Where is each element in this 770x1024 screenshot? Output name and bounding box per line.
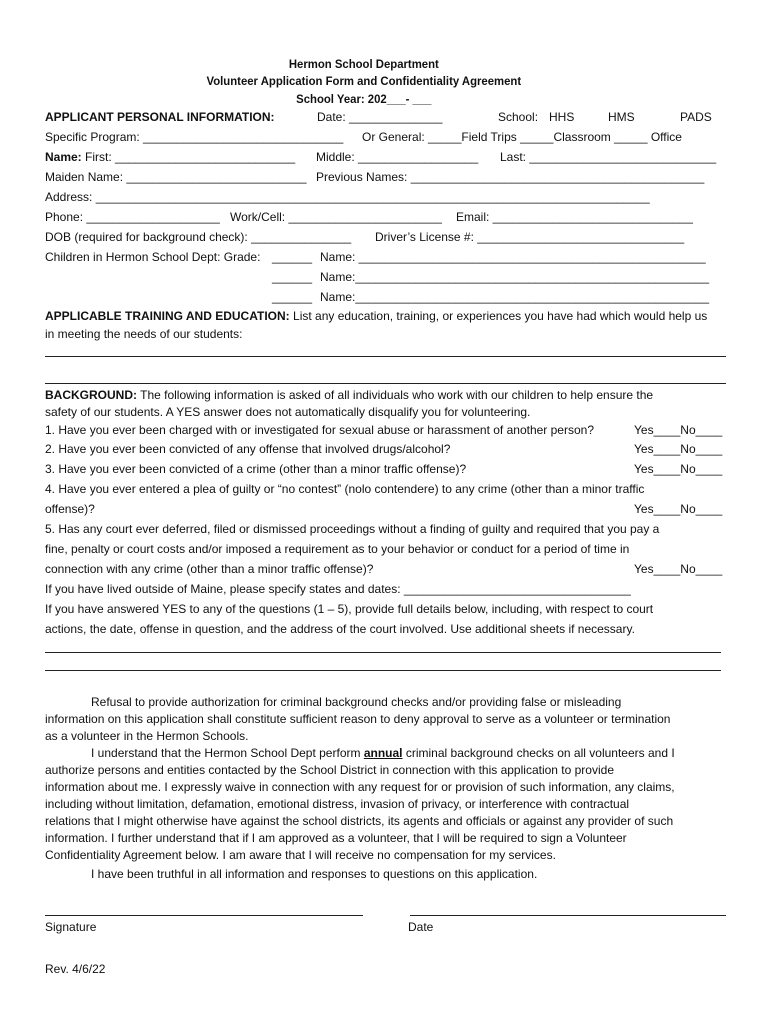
child-name-field[interactable]: Name:_____________________________________________________ — [320, 290, 710, 304]
middle-name-field[interactable]: Middle: __________________ — [316, 150, 479, 164]
outside-maine-field[interactable]: If you have lived outside of Maine, please specify states and dates: __________________________________ — [45, 582, 631, 596]
drivers-license-field[interactable]: Driver’s License #: _______________________________ — [375, 230, 685, 244]
truthful-statement: I have been truthful in all information and responses to questions on this application. — [91, 867, 538, 881]
training-answer-line[interactable] — [45, 356, 726, 357]
signature-line[interactable] — [45, 915, 363, 916]
child-name-field[interactable]: Name:_____________________________________________________ — [320, 270, 710, 284]
date-signed-line[interactable] — [410, 915, 726, 916]
work-cell-field[interactable]: Work/Cell: _______________________ — [230, 210, 442, 224]
child-name-field[interactable]: Name: ____________________________________________________ — [320, 250, 706, 264]
question-1-yes-no[interactable]: Yes____No____ — [634, 423, 723, 437]
agreement-paragraph: information on this application shall constitute sufficient reason to deny approval to serve as a volunteer or termination — [45, 712, 671, 726]
department-title: Hermon School Department — [288, 57, 439, 71]
agreement-paragraph: information. I further understand that if I am approved as a volunteer, that I will be required to sign a Volunteer — [45, 831, 627, 845]
form-title: Volunteer Application Form and Confidentiality Agreement — [206, 74, 522, 88]
date-field[interactable]: Date: ______________ — [317, 110, 443, 124]
general-options-field[interactable]: Or General: _____Field Trips _____Classroom _____ Office — [362, 130, 682, 144]
background-intro: safety of our students. A YES answer does not automatically disqualify you for volunteering. — [45, 405, 531, 419]
question-2: 2. Have you ever been convicted of any offense that involved drugs/alcohol? — [45, 442, 451, 456]
question-3-yes-no[interactable]: Yes____No____ — [634, 462, 723, 476]
school-year: School Year: 202___- ___ — [296, 92, 432, 106]
question-3: 3. Have you ever been convicted of a crime (other than a minor traffic offense)? — [45, 462, 467, 476]
child-grade-field[interactable]: ______ — [272, 270, 313, 284]
training-text: List any education, training, or experiences you have had which would help us — [293, 309, 708, 323]
details-answer-line[interactable] — [45, 652, 721, 653]
revision-label: Rev. 4/6/22 — [45, 962, 106, 976]
details-instructions: actions, the date, offense in question, and the address of the court involved. Use additional sheets if necessary. — [45, 622, 635, 636]
training-title: APPLICABLE TRAINING AND EDUCATION: — [45, 309, 290, 323]
maiden-name-field[interactable]: Maiden Name: ___________________________ — [45, 170, 307, 184]
previous-names-field[interactable]: Previous Names: ____________________________________________ — [316, 170, 705, 184]
school-option-hhs[interactable]: HHS — [549, 110, 575, 124]
signature-label: Signature — [45, 920, 97, 934]
question-1: 1. Have you ever been charged with or investigated for sexual abuse or harassment of another person? — [45, 423, 594, 437]
question-4-yes-no[interactable]: Yes____No____ — [634, 502, 723, 516]
annual-emphasis: annual — [363, 746, 403, 760]
agreement-paragraph: I understand that the Hermon School Dept perform — [91, 746, 361, 760]
name-label: Name: — [45, 150, 82, 164]
school-label: School: — [498, 110, 539, 124]
first-name-field[interactable]: First: ___________________________ — [85, 150, 296, 164]
background-intro: The following information is asked of all individuals who work with our children to help ensure the — [140, 388, 654, 402]
child-grade-field[interactable]: ______ — [272, 250, 313, 264]
personal-section-title: APPLICANT PERSONAL INFORMATION: — [45, 110, 275, 124]
agreement-paragraph: relations that I might otherwise have against the school districts, its agents and officials or against any provider of such — [45, 814, 674, 828]
school-option-pads[interactable]: PADS — [680, 110, 712, 124]
agreement-paragraph: information about me. I expressly waive in connection with any request for or provision of such information, any claims, — [45, 780, 675, 794]
address-field[interactable]: Address: ___________________________________________________________________________________ — [45, 190, 650, 204]
school-option-hms[interactable]: HMS — [608, 110, 635, 124]
children-label: Children in Hermon School Dept: Grade: — [45, 250, 261, 264]
training-answer-line[interactable] — [45, 383, 726, 384]
question-4: offense)? — [45, 502, 95, 516]
training-text: in meeting the needs of our students: — [45, 327, 243, 341]
question-5: connection with any crime (other than a minor traffic offense)? — [45, 562, 374, 576]
specific-program-field[interactable]: Specific Program: ______________________________ — [45, 130, 344, 144]
date-signed-label: Date — [408, 920, 434, 934]
agreement-paragraph: Refusal to provide authorization for criminal background checks and/or providing false or misleading — [91, 695, 622, 709]
email-field[interactable]: Email: ______________________________ — [456, 210, 693, 224]
details-answer-line[interactable] — [45, 670, 721, 671]
dob-field[interactable]: DOB (required for background check): _______________ — [45, 230, 352, 244]
last-name-field[interactable]: Last: ____________________________ — [500, 150, 717, 164]
agreement-paragraph: including without limitation, defamation, emotional distress, invasion of privacy, or interference with contractual — [45, 797, 630, 811]
agreement-paragraph: criminal background checks on all volunteers and I — [405, 746, 675, 760]
details-instructions: If you have answered YES to any of the questions (1 – 5), provide full details below, including, with respect to court — [45, 602, 654, 616]
background-title: BACKGROUND: — [45, 388, 137, 402]
question-5-yes-no[interactable]: Yes____No____ — [634, 562, 723, 576]
agreement-paragraph: authorize persons and entities contacted by the School District in connection with this application to provide — [45, 763, 614, 777]
agreement-paragraph: Confidentiality Agreement below. I am aware that I will receive no compensation for my services. — [45, 848, 556, 862]
question-5: fine, penalty or court costs and/or imposed a requirement as to your behavior or conduct for a period of time in — [45, 542, 630, 556]
phone-field[interactable]: Phone: ____________________ — [45, 210, 220, 224]
question-4: 4. Have you ever entered a plea of guilty or “no contest” (nolo contendere) to any crime (other than a minor traffic — [45, 482, 645, 496]
question-2-yes-no[interactable]: Yes____No____ — [634, 442, 723, 456]
agreement-paragraph: as a volunteer in the Hermon Schools. — [45, 729, 249, 743]
question-5: 5. Has any court ever deferred, filed or dismissed proceedings without a finding of guilty and required that you pay a — [45, 522, 660, 536]
child-grade-field[interactable]: ______ — [272, 290, 313, 304]
